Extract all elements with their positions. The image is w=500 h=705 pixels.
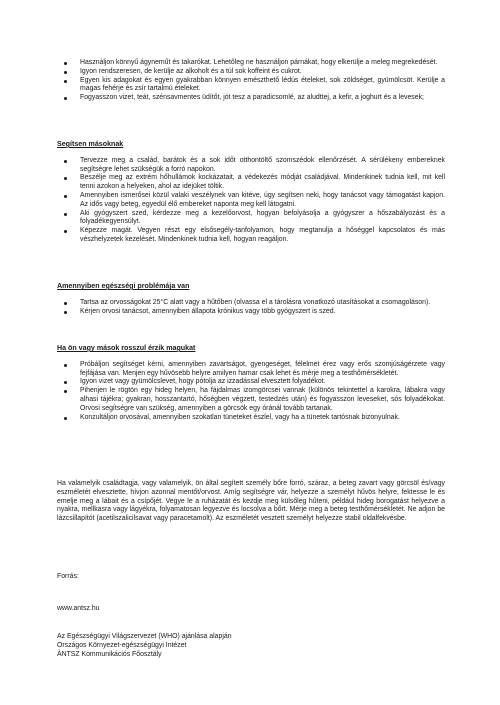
list-item: Tervezze meg a család, barátok és a sok időt otthontöltő szomszédok ellenőrzését. A sérülékeny embereknek segítségre lehet szükségük a forró napokon. [57,157,445,175]
list-item: Igyon rendszeresen, de kerülje az alkoholt és a túl sok koffeint és cukrot. [57,68,445,77]
list-item: Amennyiben ismerősei közül valaki veszélynek van kitéve, úgy segítsen neki, hogy tanácsot vagy támogatást kapjon. Az idős vagy beteg, egyedül élő embereket naponta meg kell látogatni. [57,192,445,210]
section-feeling-unwell [57,344,445,422]
source-line: ÁNTSZ Kommunikációs Főosztály [57,650,162,658]
section-title: Segítsen másoknak [57,140,124,148]
list-item: Igyon vizet vagy gyümölcslevet, hogy pótolja az izzadással elvesztett folyadékot. [57,378,445,387]
source-line: Az Egészségügyi Világszervezet (WHO) ajánlása alapján [57,633,232,640]
section-list [57,361,445,423]
list-item: Pihenjen le rögtön egy hideg helyen, ha fájdalmas izomgörcsei vannak (különös tekintettel a karokra, lábakra vagy alhasi tájékra; gyakran, hosszantartó, hőségben végzett, testedzés után) és fogyasszon leveseket, sós folyadékokat. Orvosi segítségre van szükség, amennyiben a görcsök egy óránál tovább tartanak. [57,387,445,413]
section-help-others [57,140,445,245]
list-item: Tartsa az orvosságokat 25°C alatt vagy a hűtőben (olvassa el a tárolásra vonatkozó utasításokat a csomagoláson). [57,299,445,308]
list-item: Egyen kis adagokat és egyen gyakrabban könnyen emészthető lédús ételeket, sok zöldséget, gyümölcsöt. Kerülje a magas fehérje és zsír tartalmú ételeket. [57,77,445,95]
source-url: www.antsz.hu [57,605,100,612]
section-list [57,157,445,245]
source-label: Forrás: [57,573,79,580]
list-item: Fogyasszon vizet, teát, szénsavmentes üdítőt, jót tesz a paradicsomlé, az aludttej, a kefir, a joghurt és a levesek; [57,94,445,103]
section-health-problem [57,282,445,316]
list-item: Aki gyógyszert szed, kérdezze meg a kezelőorvost, hogyan befolyásolja a gyógyszer a hőszabályozást és a folyadékegyensúlyt. [57,210,445,228]
list-item: Próbáljon segítséget kérni, amennyiben zavartságot, gyengeséget, félelmet érez vagy erős szomjúságérzete vagy fejfájása van. Menjen egy hűvösebb helyre amilyen hamar csak lehet és mérje meg a testhőmérsékletét. [57,361,445,379]
section-title: Ha ön vagy mások rosszul érzik magukat [57,344,196,352]
intro-list [57,59,445,103]
source-lines [57,633,445,659]
list-item: Képezze magát. Vegyen részt egy elsősegély-tanfolyamon, hogy megtanulja a hőséggel kapcsolatos és más vészhelyzetek kezelését. Mindenkinek tudnia kell, hogyan reagáljon. [57,227,445,245]
intro-list-block [57,59,445,103]
section-list [57,299,445,317]
source-line: Országos Környezet-egészségügyi Intézet [57,641,187,649]
list-item: Konzultáljon orvosával, amennyiben szokatlan tüneteket észlel, vagy ha a tünetek tartósnak bizonyulnak. [57,414,445,423]
list-item: Használjon könnyű ágyneműt és takarókat. Lehetőleg ne használjon párnákat, hogy elkerülje a meleg megrekedését. [57,59,445,68]
closing-paragraph: Ha valamelyik családtagja, vagy valamelyik, ön által segített személy bőre forró, száraz, a beteg zavart vagy görcsöl és/vagy eszméletét elvesztette, hívjon azonnal mentőt/orvost. Amíg segítségre vár, helyezze a személyt hűvös helyre, fektesse le és emelje meg a lábait és a csípőjét. Vegye le a ruházatát és kezdje meg külsőleg hűteni, például hideg borogatást helyezve a nyakra, mellkasra vagy lágyékra, folyamatosan legyezve és locsolva a bőrt. Mérje meg a beteg testhőmérsékletét. Ne adjon be lázcsillapítót (acetilszalicilsavat vagy paracetamolt). Az eszméletét vesztett személyt helyezze stabil oldalfekvésbe. [57,480,445,523]
list-item: Kérjen orvosi tanácsot, amennyiben állapota krónikus vagy több gyógyszert is szed. [57,308,445,317]
section-title: Amennyiben egészségi problémája van [57,282,190,290]
list-item: Beszélje meg az extrém hőhullámok kockázatait, a védekezés módját családjával. Mindenkinek tudnia kell, mit kell tenni azokon a helyeken, ahol az idejüket töltik. [57,174,445,192]
